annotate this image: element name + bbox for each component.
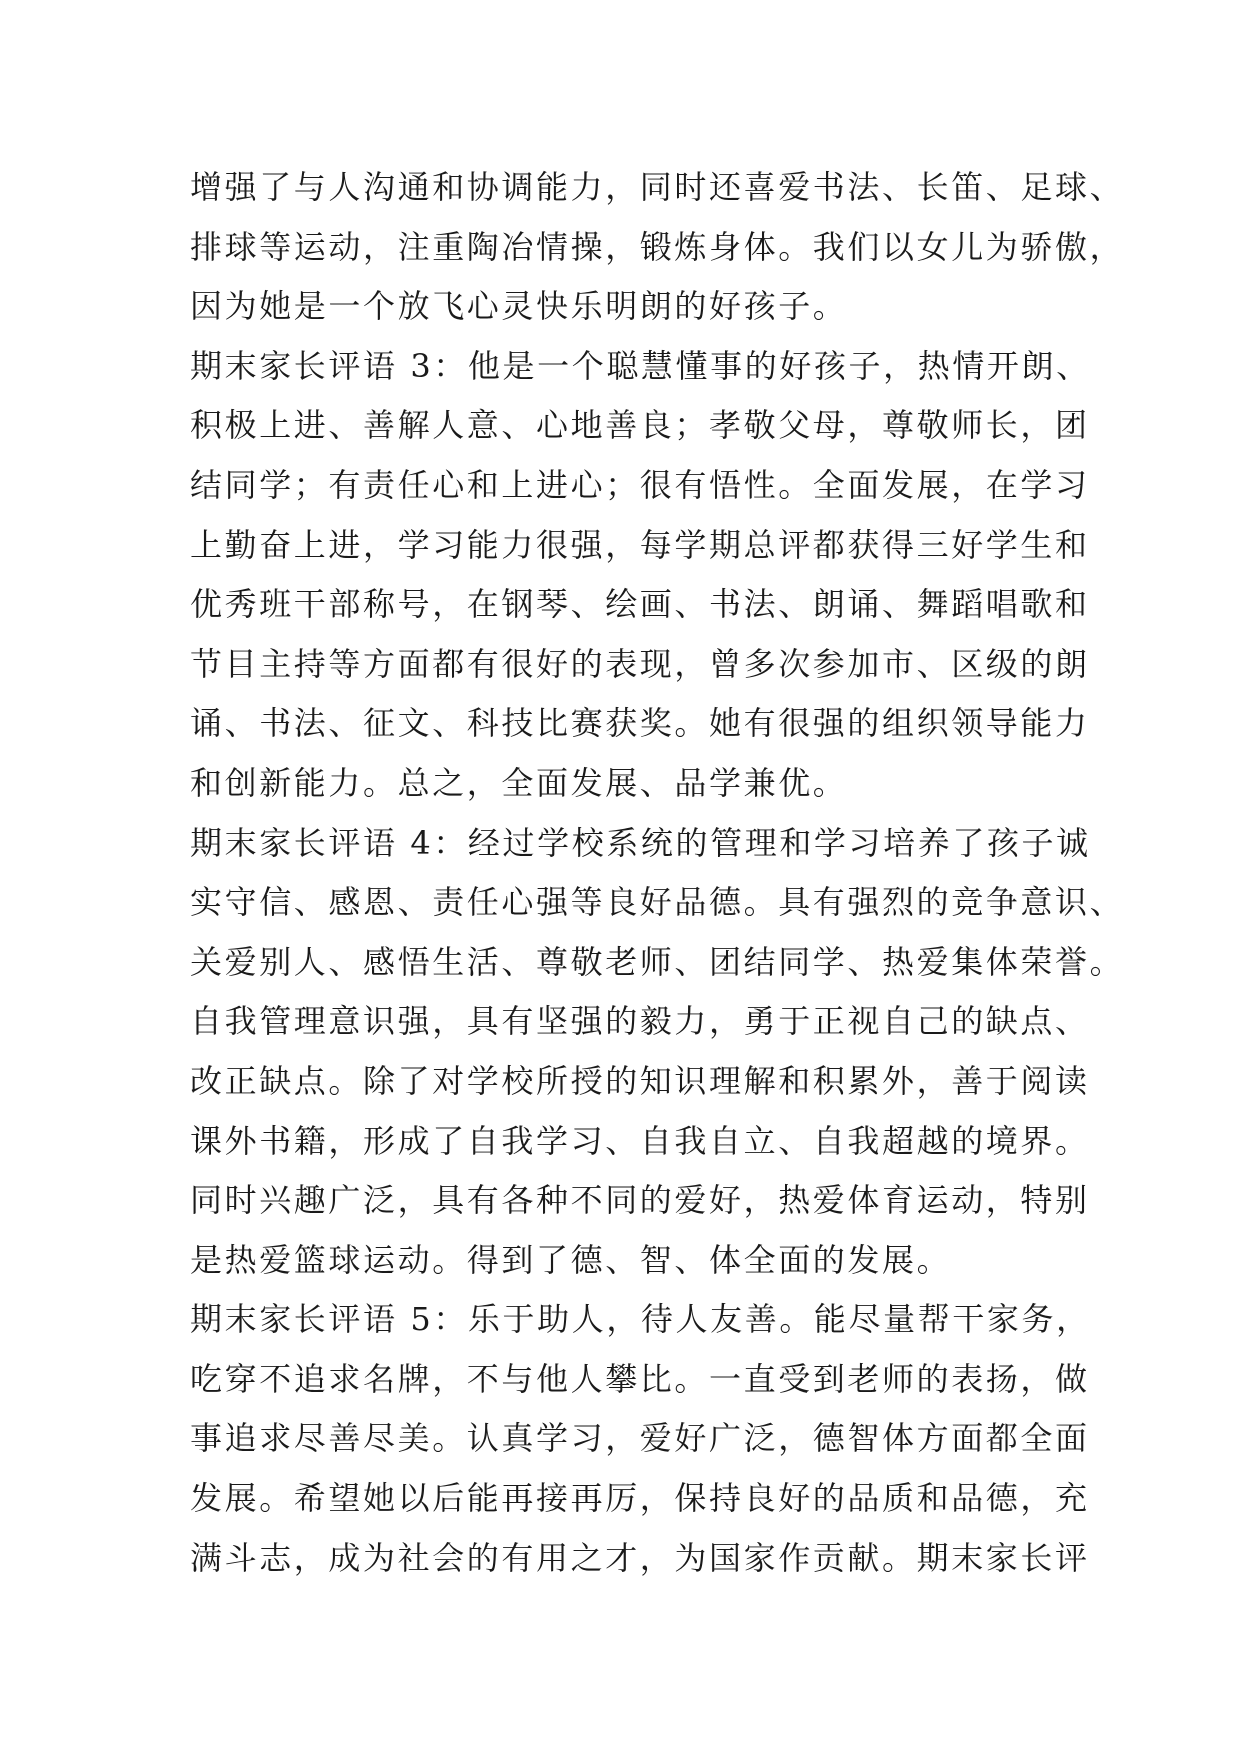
text-line: 因为她是一个放飞心灵快乐明朗的好孩子。 <box>190 287 848 326</box>
text-line: 关爱别人、感悟生活、尊敬老师、团结同学、热爱集体荣誉。 <box>190 942 1125 981</box>
text-line: 期末家长评语 5：乐于助人，待人友善。能尽量帮干家务， <box>190 1300 1091 1339</box>
text-line: 期末家长评语 3：他是一个聪慧懂事的好孩子，热情开朗、 <box>190 346 1091 385</box>
text-line: 事追求尽善尽美。认真学习，爱好广泛，德智体方面都全面 <box>190 1419 1090 1458</box>
text-line: 课外书籍，形成了自我学习、自我自立、自我超越的境界。 <box>190 1121 1090 1160</box>
text-line: 节目主持等方面都有很好的表现，曾多次参加市、区级的朗 <box>190 644 1090 683</box>
text-line: 诵、书法、征文、科技比赛获奖。她有很强的组织领导能力 <box>190 704 1090 743</box>
text-line: 自我管理意识强，具有坚强的毅力，勇于正视自己的缺点、 <box>190 1002 1090 1041</box>
text-line: 上勤奋上进，学习能力很强，每学期总评都获得三好学生和 <box>190 525 1090 564</box>
text-line: 满斗志，成为社会的有用之才，为国家作贡献。期末家长评 <box>190 1538 1090 1577</box>
text-line: 实守信、感恩、责任心强等良好品德。具有强烈的竞争意识、 <box>190 883 1125 922</box>
text-line: 积极上进、善解人意、心地善良；孝敬父母，尊敬师长，团 <box>190 406 1090 445</box>
text-line: 同时兴趣广泛，具有各种不同的爱好，热爱体育运动，特别 <box>190 1181 1090 1220</box>
text-line: 期末家长评语 4：经过学校系统的管理和学习培养了孩子诚 <box>190 823 1091 862</box>
text-line: 改正缺点。除了对学校所授的知识理解和积累外，善于阅读 <box>190 1061 1090 1100</box>
text-line: 发展。希望她以后能再接再厉，保持良好的品质和品德，充 <box>190 1479 1090 1518</box>
text-line: 和创新能力。总之，全面发展、品学兼优。 <box>190 763 848 802</box>
text-line: 吃穿不追求名牌，不与他人攀比。一直受到老师的表扬，做 <box>190 1359 1090 1398</box>
text-line: 增强了与人沟通和协调能力，同时还喜爱书法、长笛、足球、 <box>190 168 1125 206</box>
text-line: 优秀班干部称号，在钢琴、绘画、书法、朗诵、舞蹈唱歌和 <box>190 585 1090 624</box>
text-line: 排球等运动，注重陶冶情操，锻炼身体。我们以女儿为骄傲， <box>190 227 1125 266</box>
body-text <box>190 158 1125 1588</box>
text-line: 是热爱篮球运动。得到了德、智、体全面的发展。 <box>190 1240 952 1279</box>
text-line: 结同学；有责任心和上进心；很有悟性。全面发展，在学习 <box>190 465 1090 504</box>
